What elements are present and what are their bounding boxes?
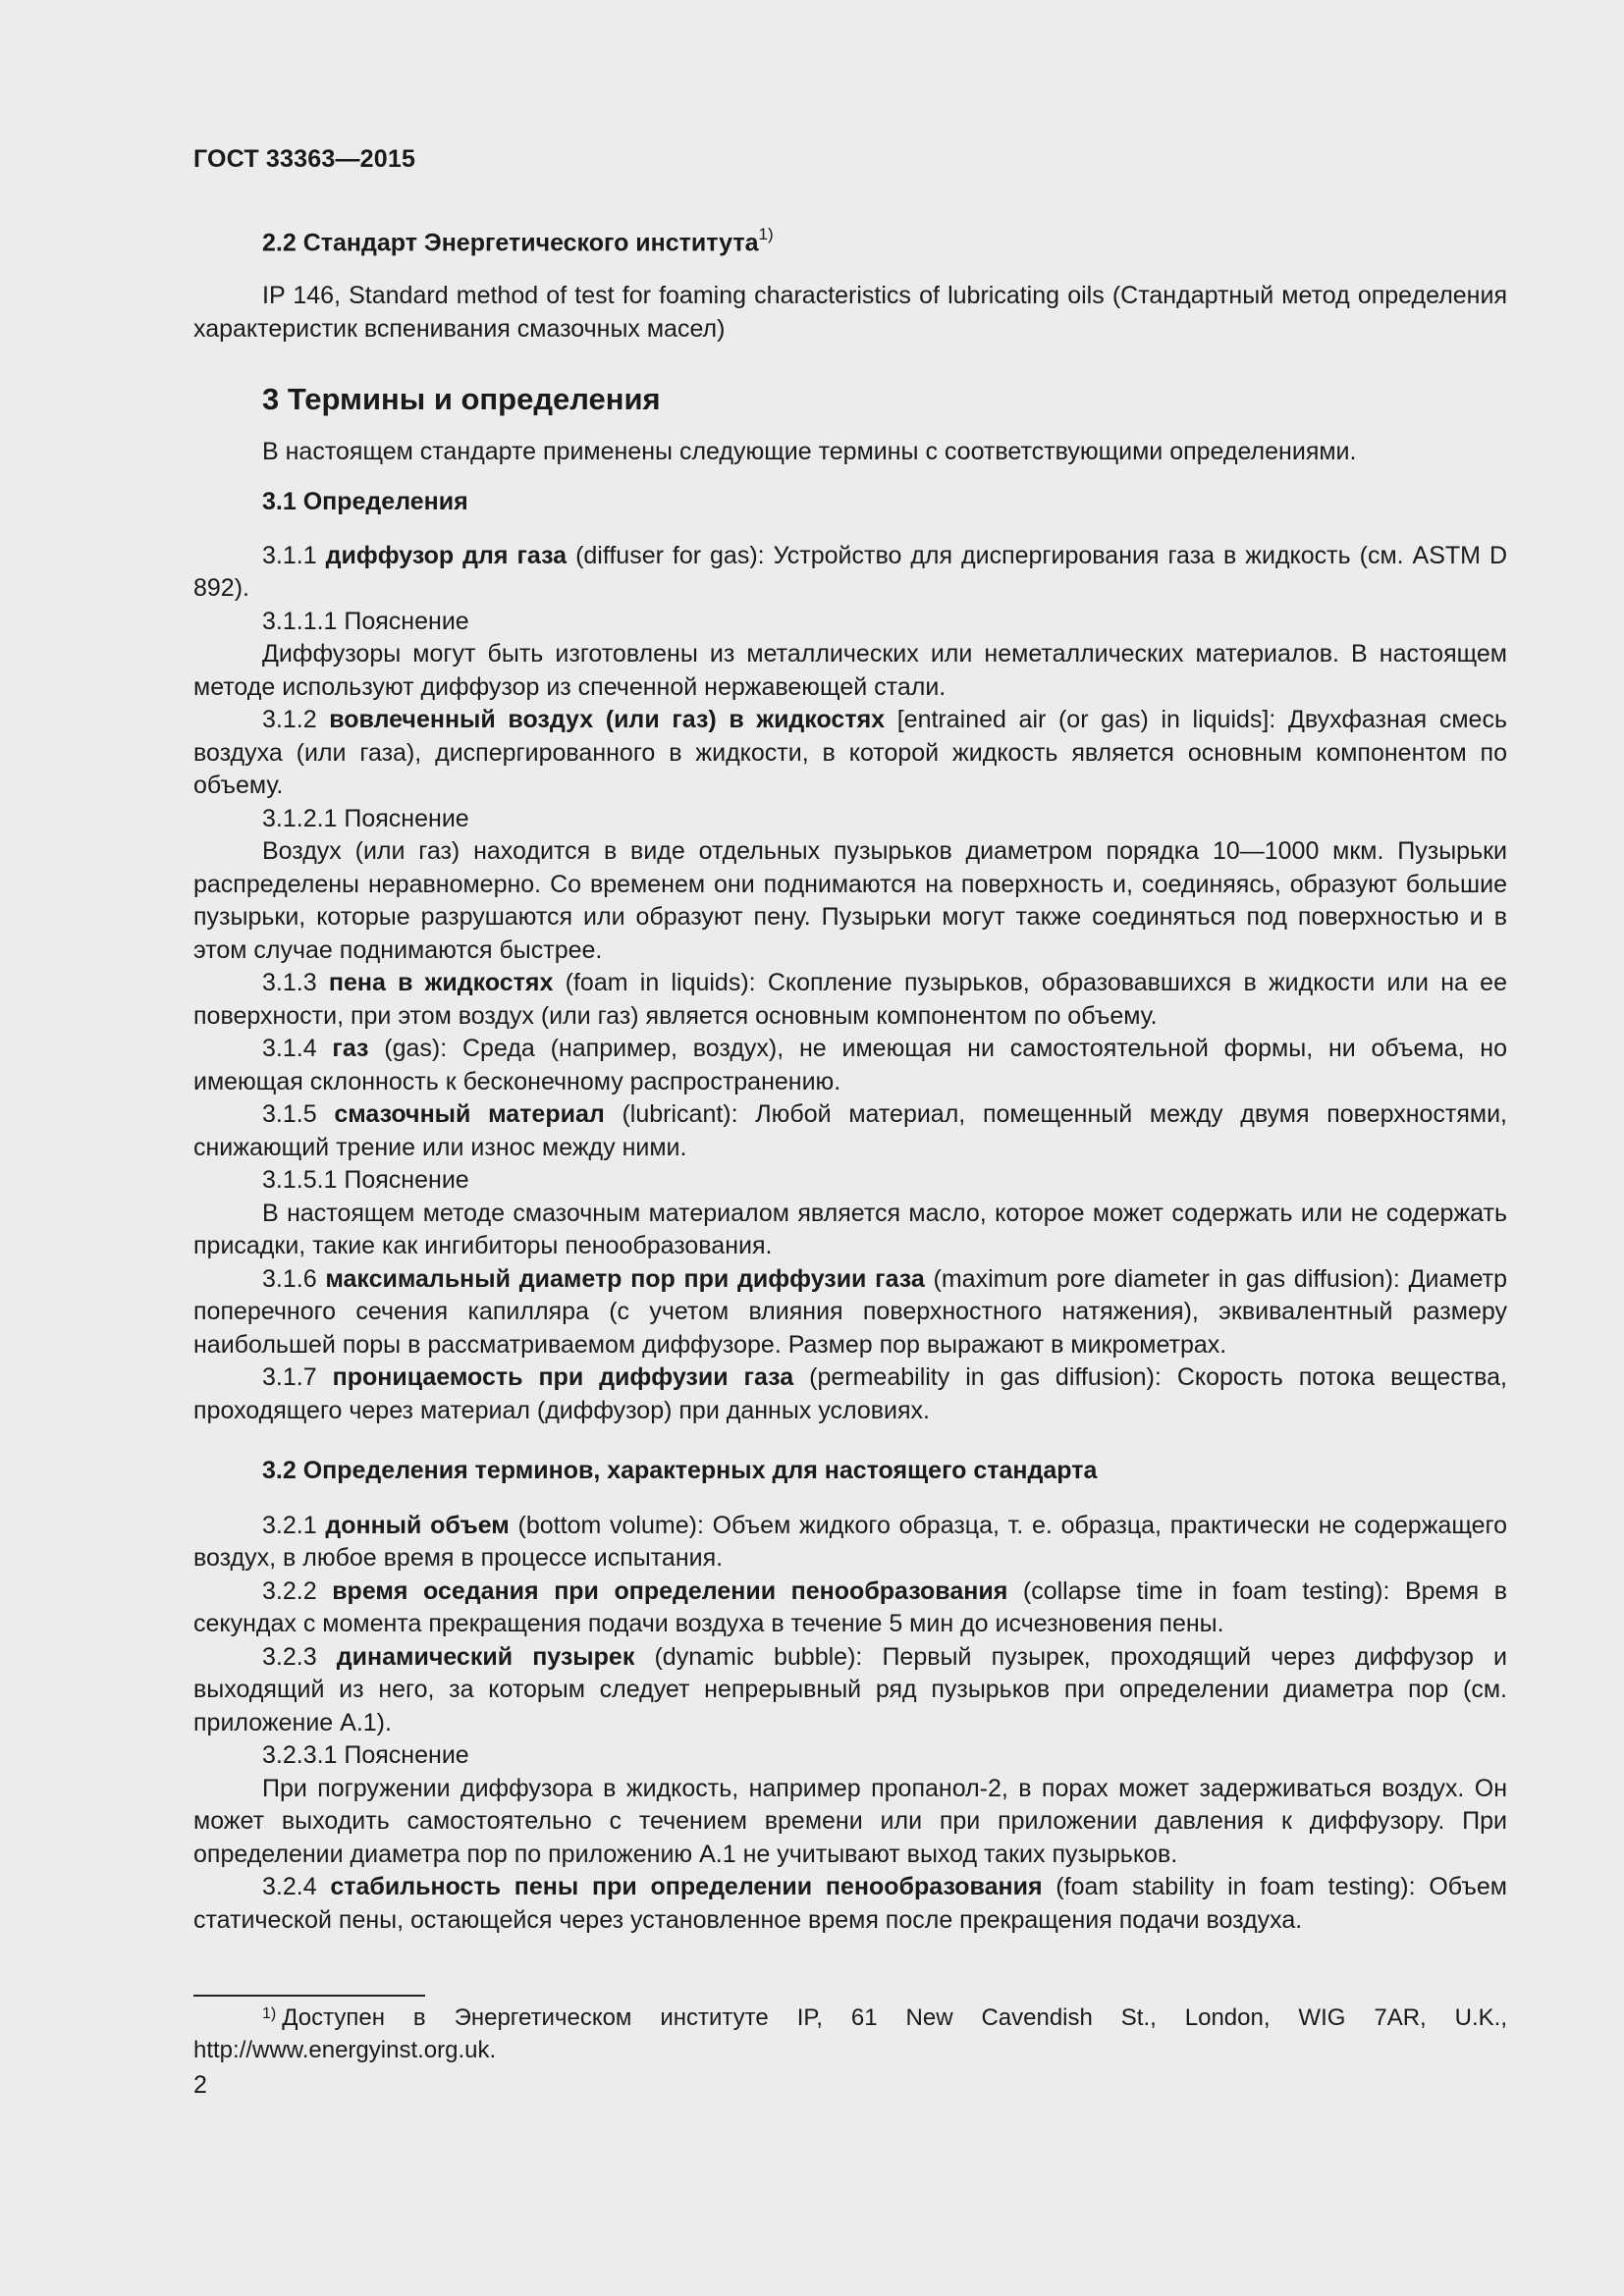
term-3-2-4: 3.2.4 стабильность пены при определении пенообразования (foam stability in foam testing): Объем статической пены, остающейся через установленное время после прекращения подачи воздуха. [193, 1873, 1507, 1934]
term-3-1-3: 3.1.3 пена в жидкостях (foam in liquids): Скопление пузырьков, образовавшихся в жидкости или на ее поверхности, при этом воздух (или газ) является основным компонентом по объему. [193, 969, 1507, 1030]
note-3-1-1-1-heading: 3.1.1.1 Пояснение [262, 607, 469, 635]
section-3-2-title: 3.2 Определения терминов, характерных для настоящего стандарта [262, 1457, 1098, 1485]
term-3-2-2: 3.2.2 время оседания при определении пенообразования (collapse time in foam testing): Время в секундах с момента прекращения подачи воздуха в течение 5 мин до исчезновения пены. [193, 1576, 1508, 1638]
term-3-2-1: 3.2.1 донный объем (bottom volume): Объем жидкого образца, т. е. образца, практически не содержащего воздух, в любое время в процессе испытания. [193, 1511, 1507, 1573]
section-2-2-title: 2.2 Стандарт Энергетического института$^{1)}$ [262, 224, 774, 256]
page-content [193, 143, 1507, 1937]
note-3-1-2-1-text: Воздух (или газ) находится в виде отдельных пузырьков диаметром порядка 10—1000 мкм. Пузырьки распределены неравномерно. Со временем они поднимаются на поверхность и, соединяясь, образуют большие пузырьки, которые разрушаются или образуют пену. Пузырьки могут также соединяться под поверхностью и в этом случае поднимаются быстрее. [193, 837, 1507, 964]
note-3-2-3-1-heading: 3.2.3.1 Пояснение [262, 1741, 469, 1770]
term-3-1-2: 3.1.2 вовлеченный воздух (или газ) в жидкостях [entrained air (or gas) in liquids]: Двухфазная смесь воздуха (или газа), диспергированного в жидкости, в которой жидкость является основным компонентом по объему. [193, 706, 1507, 800]
document-header: ГОСТ 33363—2015 [193, 145, 416, 173]
footnote-text: Доступен в Энергетическом институте IP, 61 New Cavendish St., London, WIG 7AR, U.K., http://www.energyinst.org.uk. [193, 2004, 1507, 2063]
section-3-title: 3 Термины и определения [262, 382, 661, 417]
footnote-divider [193, 1995, 425, 1997]
page-number: 2 [193, 2071, 207, 2099]
note-3-2-3-1-text: При погружении диффузора в жидкость, например пропанол-2, в порах может задерживаться воздух. Он может выходить самостоятельно с течением времени или при приложении давления к диффузору. При определении диаметра пор по приложению А.1 не учитывают выход таких пузырьков. [193, 1774, 1507, 1868]
section-2-2-text: IP 146, Standard method of test for foaming characteristics of lubricating oils (Стандартный метод определения характеристик вспенивания смазочных масел) [193, 282, 1507, 343]
note-3-1-1-1-text: Диффузоры могут быть изготовлены из металлических или неметаллических материалов. В настоящем методе используют диффузор из спеченной нержавеющей стали. [193, 640, 1507, 701]
section-3-1-title: 3.1 Определения [262, 488, 468, 516]
term-3-1-1: 3.1.1 диффузор для газа (diffuser for gas): Устройство для диспергирования газа в жидкость (см. ASTM D 892). [193, 541, 1508, 603]
note-3-1-5-1-text: В настоящем методе смазочным материалом является масло, которое может содержать или не содержать присадки, такие как ингибиторы пенообразования. [193, 1199, 1507, 1260]
term-3-1-4: 3.1.4 газ (gas): Среда (например, воздух), не имеющая ни самостоятельной формы, ни объема, но имеющая склонность к бесконечному распространению. [193, 1035, 1507, 1095]
term-3-1-5: 3.1.5 смазочный материал (lubricant): Любой материал, помещенный между двумя поверхностями, снижающий трение или износ между ними. [193, 1100, 1508, 1161]
footnote-reference: 1) [758, 224, 774, 243]
section-3-intro: В настоящем стандарте применены следующие термины с соответствующими определениями. [262, 437, 1357, 465]
term-3-1-7: 3.1.7 проницаемость при диффузии газа (permeability in gas diffusion): Скорость потока вещества, проходящего через материал (диффузор) при данных условиях. [193, 1363, 1507, 1424]
term-3-2-3: 3.2.3 динамический пузырек (dynamic bubble): Первый пузырек, проходящий через диффузор и выходящий из него, за которым следует непрерывный ряд пузырьков при определении диаметра пор (см. приложение А.1). [193, 1642, 1507, 1736]
footnote [193, 2003, 1507, 2065]
footnote-number: 1) [262, 2005, 277, 2022]
note-3-1-5-1-heading: 3.1.5.1 Пояснение [262, 1166, 469, 1195]
note-3-1-2-1-heading: 3.1.2.1 Пояснение [262, 804, 469, 832]
term-3-1-6: 3.1.6 максимальный диаметр пор при диффузии газа (maximum pore diameter in gas diffusion): Диаметр поперечного сечения капилляра (с учетом влияния поверхностного натяжения), эквивалентный размеру наибольшей поры в рассматриваемом диффузоре. Размер пор выражают в микрометрах. [193, 1264, 1507, 1359]
